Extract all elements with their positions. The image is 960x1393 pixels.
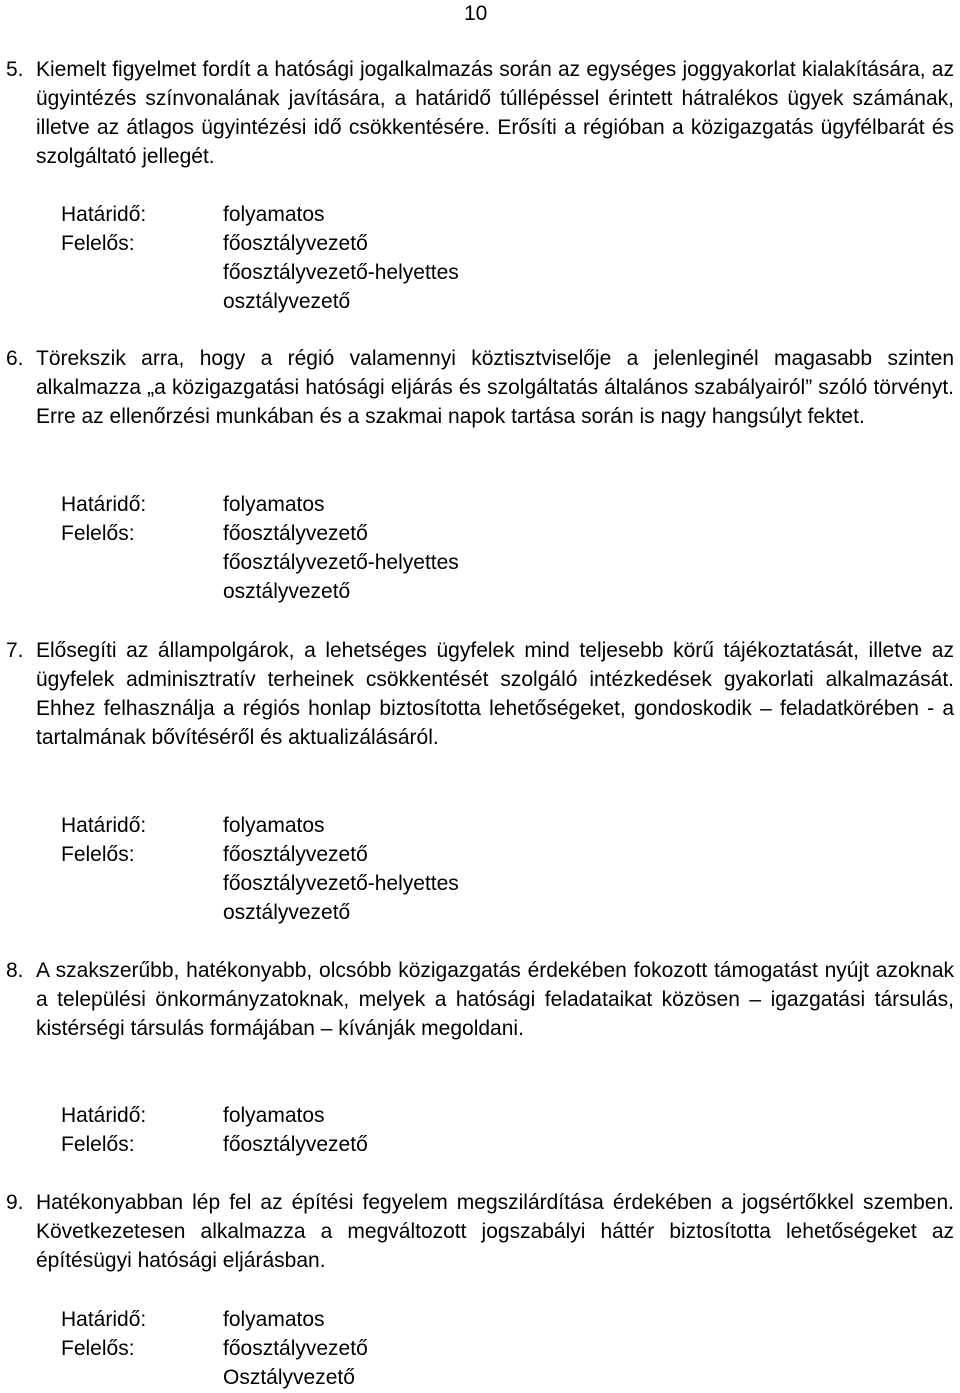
deadline-value: folyamatos (223, 203, 325, 226)
responsible-value: főosztályvezető (223, 232, 368, 255)
responsible-value: osztályvezető (223, 580, 351, 603)
item-text: Törekszik arra, hogy a régió valamennyi köztisztviselője a jelenleginél magasabb szinten alkalmazza „a közigazgatási hatósági eljárás és szolgáltatás általános szabályairól” szóló törvényt. Erre az ellenőrzési munkában és a szakmai napok tartása során is nagy hangsúlyt fektet. (36, 347, 954, 428)
deadline-value: folyamatos (223, 814, 325, 837)
responsible-label: Felelős: (61, 522, 135, 545)
responsible-label: Felelős: (61, 843, 135, 866)
responsible-value: főosztályvezető-helyettes (223, 261, 459, 284)
deadline-label: Határidő: (61, 203, 147, 226)
item-number: 8. (6, 959, 24, 982)
responsible-value: főosztályvezető (223, 1337, 368, 1360)
deadline-label: Határidő: (61, 1308, 147, 1331)
deadline-value: folyamatos (223, 493, 325, 516)
item-number: 7. (6, 639, 24, 662)
deadline-label: Határidő: (61, 814, 147, 837)
responsible-value: főosztályvezető (223, 522, 368, 545)
responsible-label: Felelős: (61, 1133, 135, 1156)
responsible-value: főosztályvezető-helyettes (223, 872, 459, 895)
responsible-value: osztályvezető (223, 901, 351, 924)
item-meta (61, 811, 661, 927)
responsible-label: Felelős: (61, 232, 135, 255)
item-text: A szakszerűbb, hatékonyabb, olcsóbb közigazgatás érdekében fokozott támogatást nyújt azoknak a települési önkormányzatoknak, melyek a hatósági feladataikat közösen – igazgatási társulás, kistérségi társulás formájában – kívánják megoldani. (36, 959, 954, 1040)
page-number: 10 (464, 2, 488, 25)
item-text: Elősegíti az állampolgárok, a lehetséges ügyfelek mind teljesebb körű tájékoztatását, illetve az ügyfelek adminisztratív terheinek csökkentését szolgáló intézkedések gyakorlati alkalmazását. Ehhez felhasználja a régiós honlap biztosította lehetőségeket, gondoskodik – feladatkörében - a tartalmának bővítéséről és aktualizálásáról. (36, 639, 954, 749)
item-number: 6. (6, 347, 24, 370)
item-text: Hatékonyabban lép fel az építési fegyelem megszilárdítása érdekében a jogsértőkkel szemben. Következetesen alkalmazza a megváltozott jogszabályi háttér biztosította lehetőségeket az építésügyi hatósági eljárásban. (36, 1191, 954, 1272)
item-number: 9. (6, 1191, 24, 1214)
deadline-value: folyamatos (223, 1308, 325, 1331)
responsible-label: Felelős: (61, 1337, 135, 1360)
item-text: Kiemelt figyelmet fordít a hatósági jogalkalmazás során az egységes joggyakorlat kialakítására, az ügyintézés színvonalának javítására, a határidő túllépéssel érintett hátralékos ügyek számának, illetve az átlagos ügyintézési idő csökkentésére. Erősíti a régióban a közigazgatás ügyfélbarát és szolgáltató jellegét. (36, 58, 954, 168)
responsible-value: főosztályvezető (223, 1133, 368, 1156)
deadline-value: folyamatos (223, 1104, 325, 1127)
deadline-label: Határidő: (61, 1104, 147, 1127)
item-meta (61, 490, 661, 606)
responsible-value: Osztályvezető (223, 1366, 355, 1389)
item-meta (61, 200, 661, 316)
item-number: 5. (6, 58, 24, 81)
item-meta (61, 1305, 661, 1392)
responsible-value: osztályvezető (223, 290, 351, 313)
responsible-value: főosztályvezető-helyettes (223, 551, 459, 574)
item-meta (61, 1101, 661, 1159)
responsible-value: főosztályvezető (223, 843, 368, 866)
deadline-label: Határidő: (61, 493, 147, 516)
